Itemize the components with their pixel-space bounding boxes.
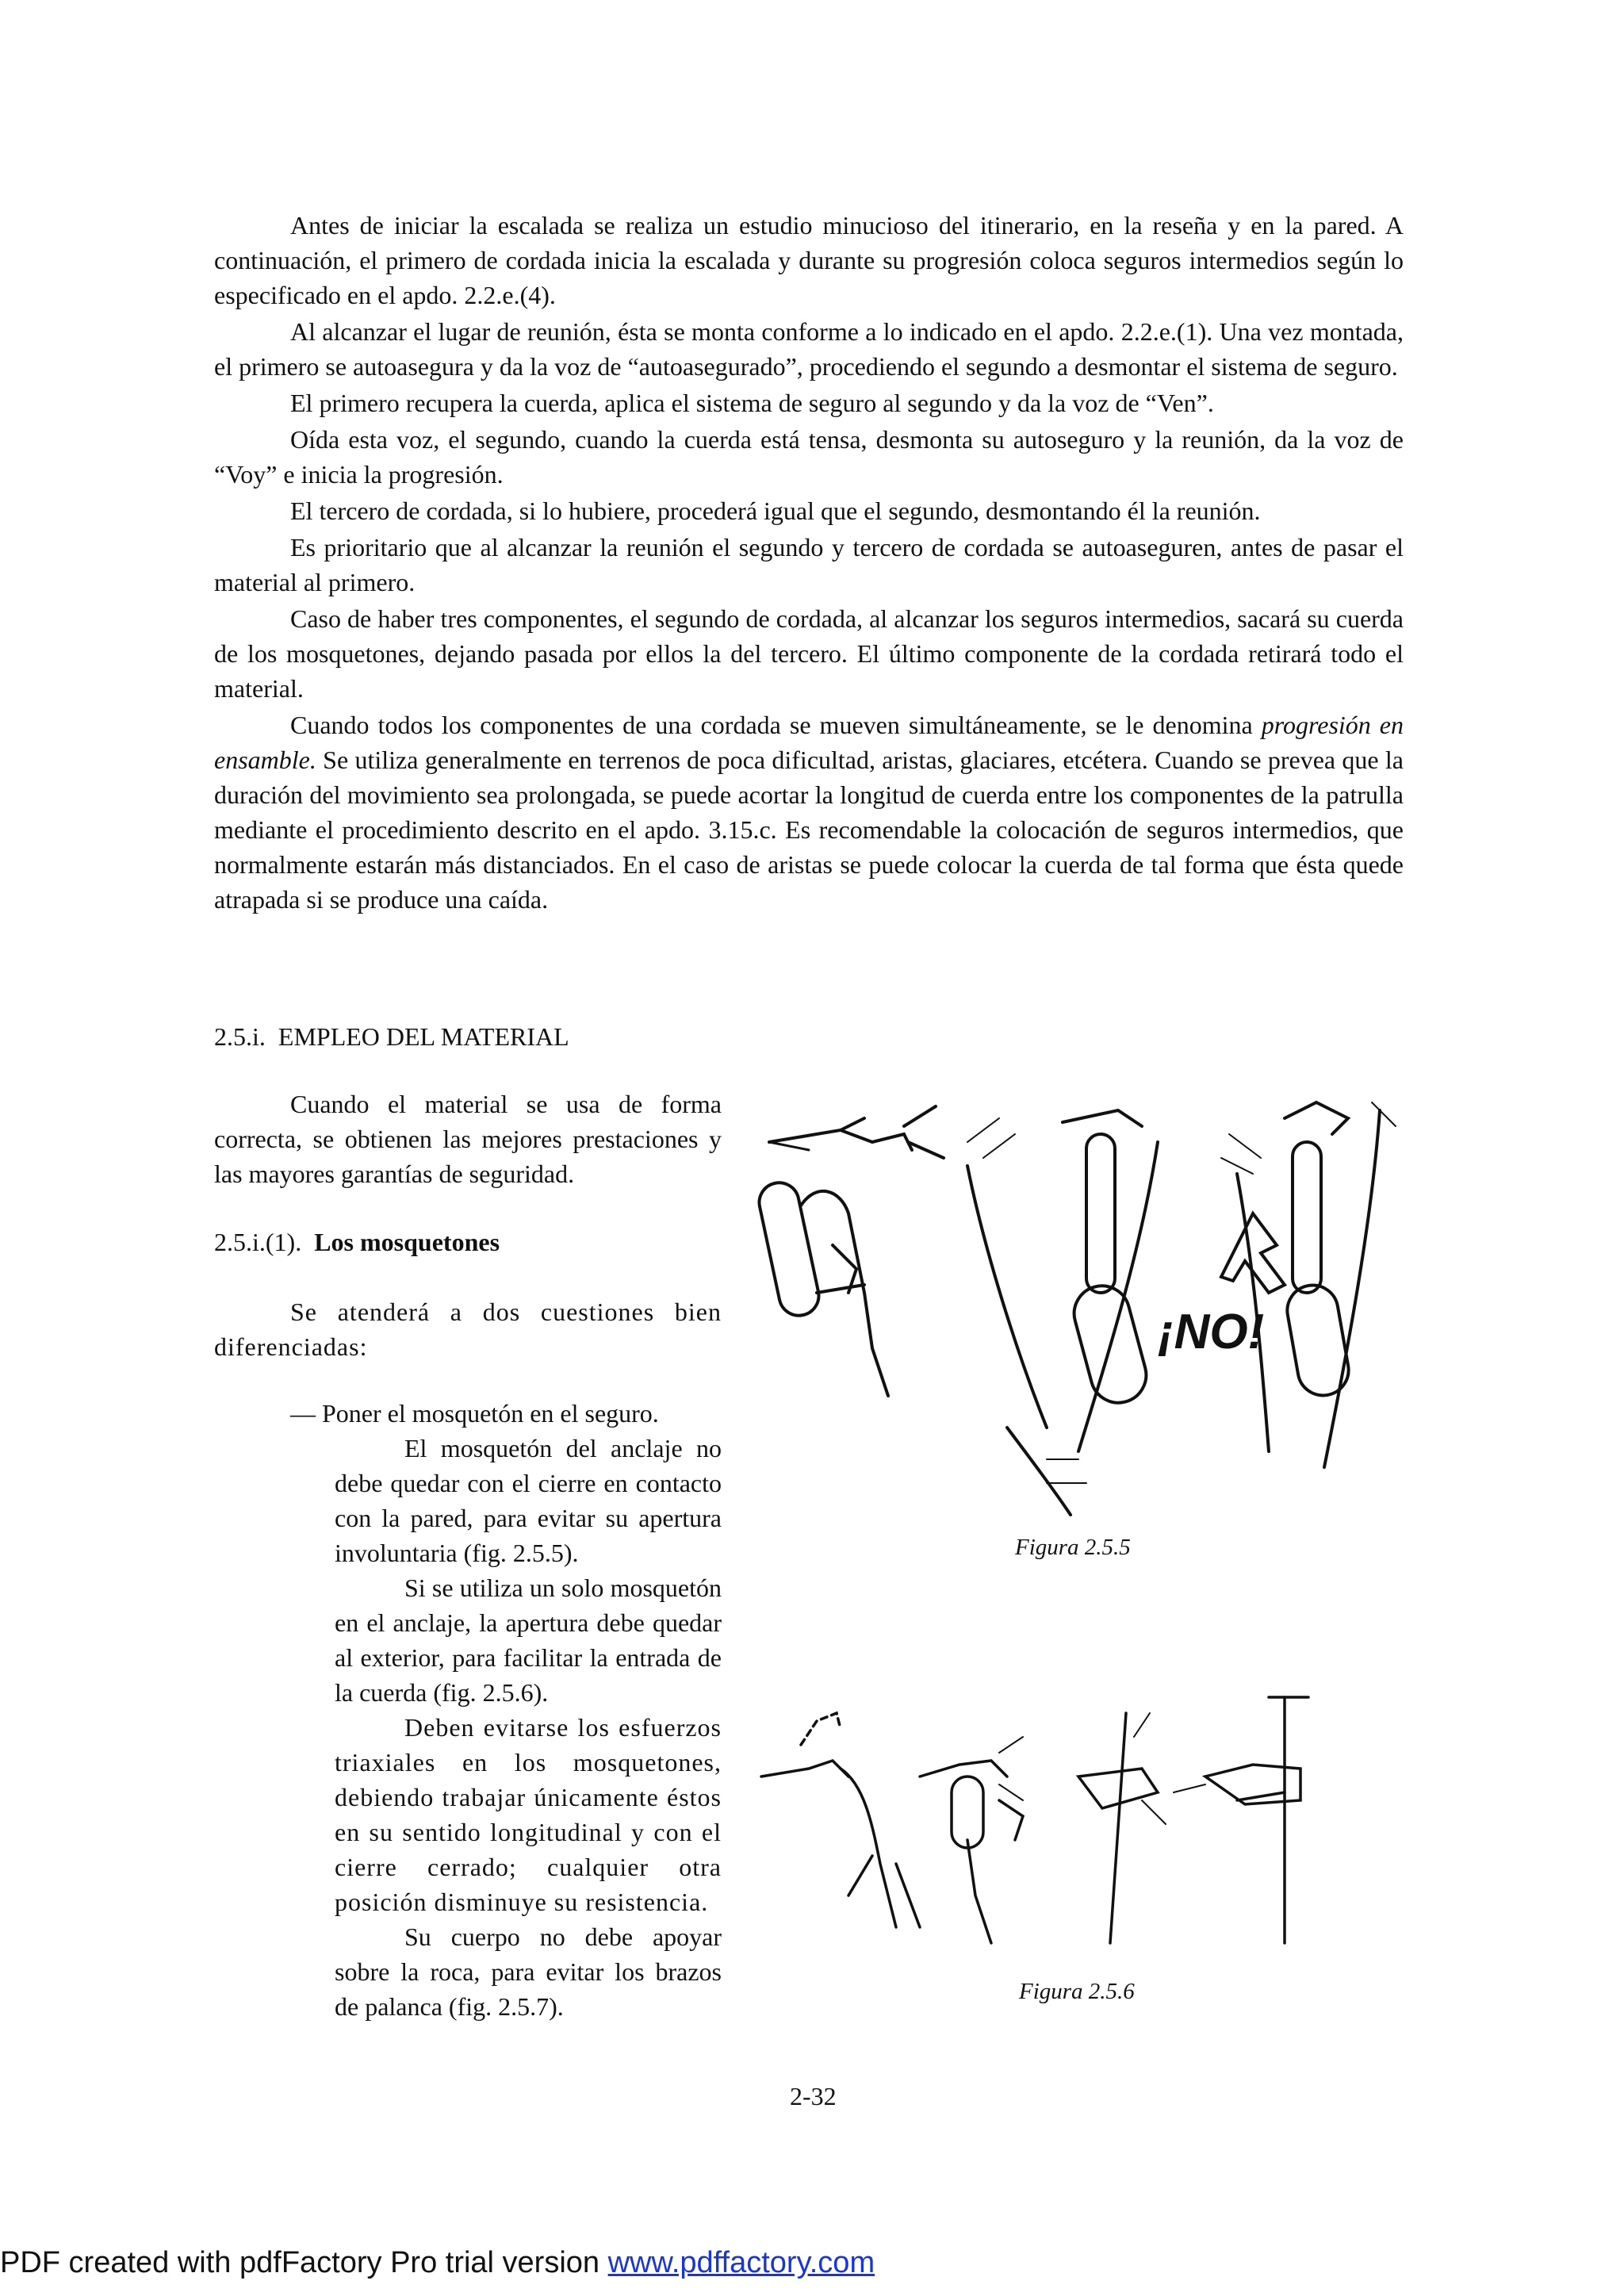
paragraph: El primero recupera la cuerda, aplica el sistema de seguro al segundo y da la voz de “Ven”.: [290, 389, 1214, 417]
ensemble-text-before: Cuando todos los componentes de una cordada se mueven simultáneamente, se le denomina: [290, 711, 1262, 739]
left-column: [214, 1087, 722, 2024]
questions-paragraph: Se atenderá a dos cuestiones bien diferenciadas:: [214, 1297, 722, 1361]
intro-paragraph: Cuando el material se usa de forma correcta, se obtienen las mejores prestaciones y las mayores garantías de seguridad.: [214, 1090, 722, 1188]
body-text: [214, 208, 1404, 918]
figure-2-5-6: [761, 1689, 1380, 1951]
paragraph: Al alcanzar el lugar de reunión, ésta se monta conforme a lo indicado en el apdo. 2.2.e.(1). Una vez montada, el primero se autoasegura y da la voz de “autoasegurado”, procediendo el segundo a desmontar el sistema de seguro.: [214, 317, 1404, 381]
carabiner-illustration: [745, 1087, 1411, 1515]
figure-caption: Figura 2.5.6: [1019, 1979, 1135, 2004]
dash-paragraph: Si se utiliza un solo mosquetón en el anclaje, la apertura debe quedar al exterior, para facilitar la entrada de la cuerda (fig. 2.5.6).: [335, 1573, 722, 1707]
paragraph: Caso de haber tres componentes, el segundo de cordada, al alcanzar los seguros intermedios, sacará su cuerda de los mosquetones, dejando pasada por ellos la del tercero. El último componente de la cordada retirará todo el material.: [214, 604, 1404, 703]
subsection-heading: [214, 1225, 722, 1259]
ensemble-term: progresión en ensamble.: [214, 711, 1404, 774]
footer-text: PDF created with pdfFactory Pro trial version: [0, 2246, 608, 2279]
pdf-footer: [0, 2246, 875, 2280]
subsection-number: 2.5.i.(1).: [214, 1228, 302, 1256]
dash-paragraph: El mosquetón del anclaje no debe quedar con el cierre en contacto con la pared, para evitar su apertura involuntaria (fig. 2.5.5).: [335, 1434, 722, 1567]
section-heading: 2.5.i. EMPLEO DEL MATERIAL: [214, 1022, 569, 1051]
paragraph: El tercero de cordada, si lo hubiere, procederá igual que el segundo, desmontando él la reunión.: [290, 496, 1261, 525]
figure-caption: Figura 2.5.5: [1015, 1535, 1131, 1560]
page-number: 2-32: [790, 2082, 837, 2110]
figure-2-5-5: [745, 1087, 1411, 1515]
paragraph: Es prioritario que al alcanzar la reunión el segundo y tercero de cordada se autoaseguren, antes de pasar el material al primero.: [214, 533, 1404, 596]
dash-item-body: [214, 1431, 722, 2024]
subsection-title: Los mosquetones: [314, 1228, 500, 1256]
paragraph: Oída esta voz, el segundo, cuando la cuerda está tensa, desmonta su autoseguro y la reunión, da la voz de “Voy” e inicia la progresión.: [214, 425, 1404, 489]
carabiner-clipping-illustration: [761, 1689, 1380, 1951]
dash-paragraph: Su cuerpo no debe apoyar sobre la roca, para evitar los brazos de palanca (fig. 2.5.7).: [335, 1922, 722, 2021]
paragraph: Antes de iniciar la escalada se realiza un estudio minucioso del itinerario, en la reseña y en la pared. A continuación, el primero de cordada inicia la escalada y durante su progresión coloca seguros intermedios según lo especificado en el apdo. 2.2.e.(4).: [214, 211, 1404, 309]
dash-list-item: — Poner el mosquetón en el seguro.: [290, 1399, 659, 1428]
dash-paragraph: Deben evitarse los esfuerzos triaxiales en los mosquetones, debiendo trabajar únicamente éstos en su sentido longitudinal y con el cierre cerrado; cualquier otra posición disminuye su resistencia.: [335, 1713, 722, 1916]
ensemble-text-after: Se utiliza generalmente en terrenos de poca dificultad, aristas, glaciares, etcétera. Cuando se prevea que la duración del movimiento sea prolongada, se puede acortar la longitud de cuerda entre los componentes de la patrulla mediante el procedimiento descrito en el apdo. 3.15.c. Es recomendable la colocación de seguros intermedios, que normalmente estarán más distanciados. En el caso de aristas se puede colocar la cuerda de tal forma que ésta quede atrapada si se produce una caída.: [214, 746, 1404, 914]
no-label: ¡NO!: [1158, 1305, 1265, 1359]
paragraph-ensemble: [214, 707, 1404, 917]
footer-link[interactable]: www.pdffactory.com: [607, 2246, 875, 2279]
